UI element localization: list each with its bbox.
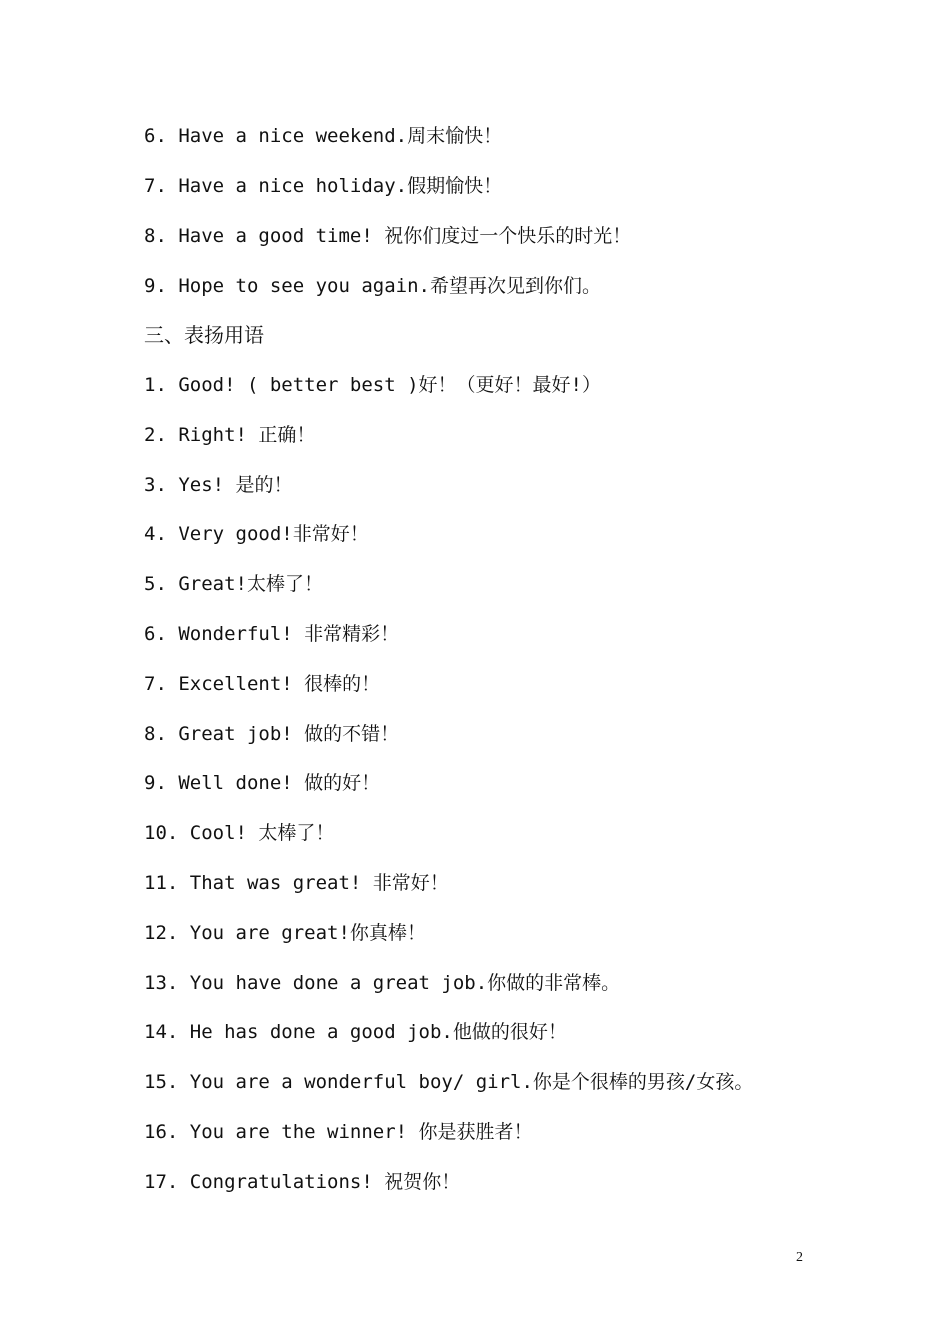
phrase-line: 7. Have a nice holiday.假期愉快！: [144, 175, 503, 197]
praise-line: 15. You are a wonderful boy/ girl.你是个很棒的男孩/女孩。: [144, 1071, 754, 1093]
praise-line: 2. Right! 正确！: [144, 424, 316, 446]
praise-line: 1. Good! ( better best )好！（更好！最好!）: [144, 374, 601, 396]
praise-line: 9. Well done! 做的好！: [144, 772, 381, 794]
section-heading: 三、表扬用语: [144, 323, 264, 347]
phrase-line: 9. Hope to see you again.希望再次见到你们。: [144, 275, 601, 297]
praise-line: 8. Great job! 做的不错！: [144, 723, 400, 745]
page-number: 2: [796, 1250, 803, 1265]
phrase-line: 8. Have a good time! 祝你们度过一个快乐的时光！: [144, 225, 632, 247]
praise-line: 7. Excellent! 很棒的！: [144, 673, 381, 695]
praise-line: 17. Congratulations! 祝贺你！: [144, 1171, 461, 1193]
praise-line: 6. Wonderful! 非常精彩！: [144, 623, 400, 645]
praise-line: 12. You are great!你真棒！: [144, 922, 426, 944]
praise-line: 5. Great!太棒了！: [144, 573, 323, 595]
praise-line: 14. He has done a good job.他做的很好！: [144, 1021, 567, 1043]
praise-line: 4. Very good!非常好！: [144, 523, 369, 545]
praise-line: 3. Yes! 是的！: [144, 474, 293, 496]
praise-line: 16. You are the winner! 你是获胜者！: [144, 1121, 533, 1143]
praise-line: 13. You have done a great job.你做的非常棒。: [144, 972, 621, 994]
praise-line: 11. That was great! 非常好！: [144, 872, 449, 894]
phrase-line: 6. Have a nice weekend.周末愉快！: [144, 125, 503, 147]
praise-line: 10. Cool! 太棒了！: [144, 822, 335, 844]
